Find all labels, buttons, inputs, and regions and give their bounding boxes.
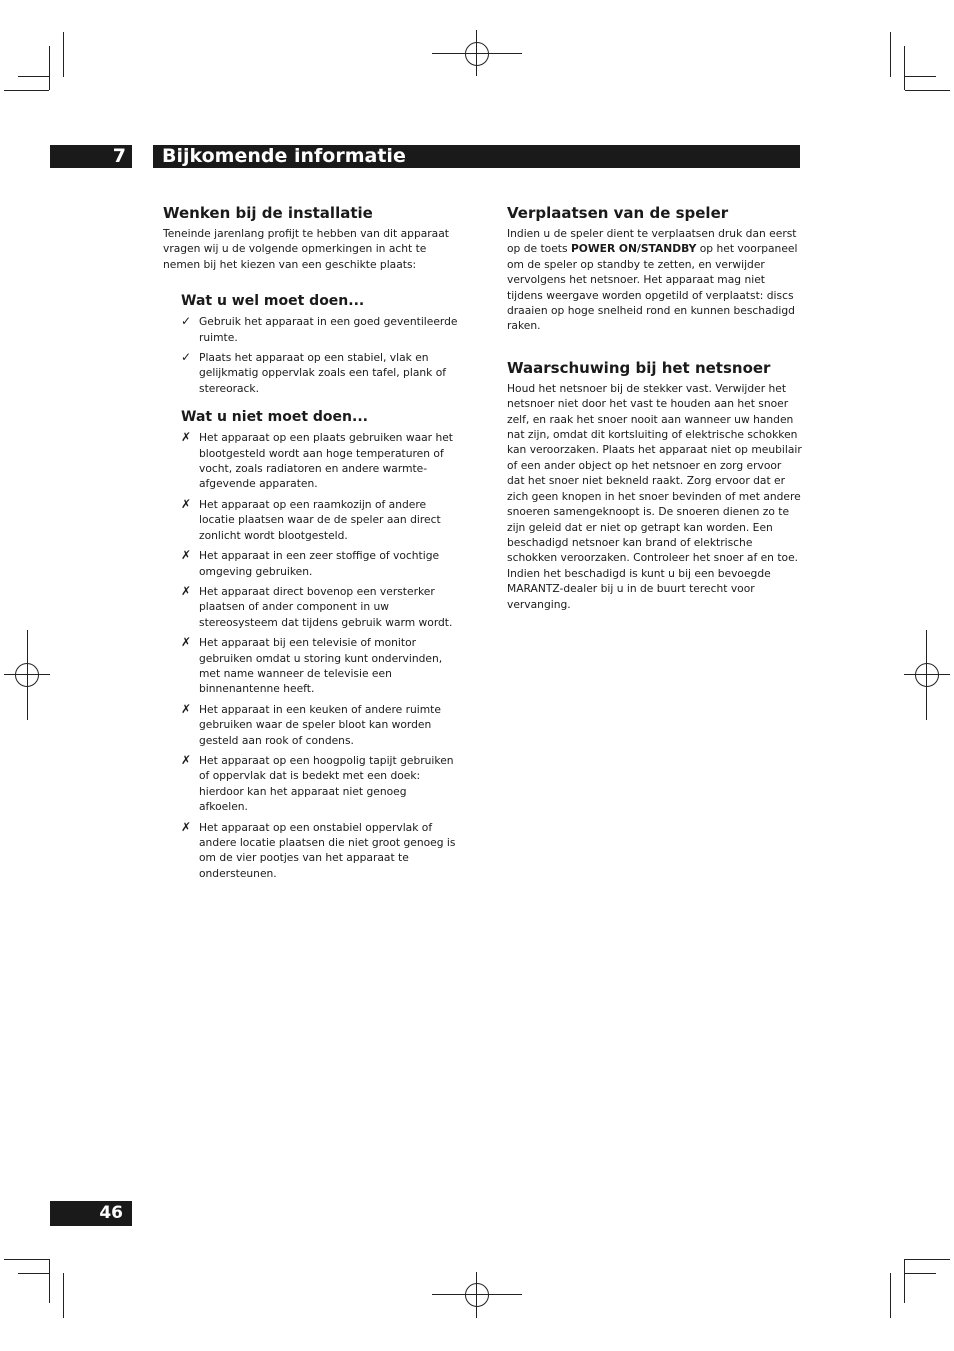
moving-text-after: op het voorpaneel om de speler op standby te zetten, en verwijder vervolgens het netsnoer. Het apparaat mag niet tijdens weergave worden opgetild of verplaatst: discs draaien op hoge snelheid rond en kunnen beschadigd raken. <box>507 242 798 333</box>
list-item <box>181 635 458 697</box>
list-item-text: Het apparaat op een onstabiel oppervlak of andere locatie plaatsen die niet groot genoeg is om de vier pootjes van het apparaat te ondersteunen. <box>199 820 456 880</box>
list-item-text: Het apparaat in een keuken of andere ruimte gebruiken waar de speler bloot kan worden gesteld aan rook of condens. <box>199 702 441 747</box>
chapter-title: Bijkomende informatie <box>153 145 800 168</box>
cross-icon: ✗ <box>181 548 192 563</box>
do-section <box>181 292 458 396</box>
list-item <box>181 350 458 396</box>
moving-heading: Verplaatsen van de speler <box>507 204 729 222</box>
list-item <box>181 497 458 543</box>
checkmark-icon: ✓ <box>181 314 192 329</box>
cord-heading: Waarschuwing bij het netsnoer <box>507 358 771 377</box>
do-list <box>181 314 458 396</box>
checkmark-icon: ✓ <box>181 350 192 365</box>
chapter-number: 7 <box>50 145 132 168</box>
moving-text-before: Indien u de speler dient te verplaatsen druk dan eerst op de toets <box>507 227 797 256</box>
power-button-name: POWER ON/STANDBY <box>570 242 697 256</box>
list-item-text: Het apparaat in een zeer stoffige of vochtige omgeving gebruiken. <box>199 549 440 578</box>
cross-icon: ✗ <box>181 430 192 445</box>
cross-icon: ✗ <box>181 635 192 650</box>
dont-list <box>181 430 458 881</box>
list-item <box>181 702 458 748</box>
list-item-text: Het apparaat op een plaats gebruiken waar het blootgesteld wordt aan hoge temperaturen of vocht, zoals radiatoren en andere warmte-afgevende apparaten. <box>199 431 453 491</box>
do-heading: Wat u wel moet doen... <box>181 293 365 310</box>
cross-icon: ✗ <box>181 496 192 511</box>
cross-icon: ✗ <box>181 752 192 767</box>
list-item <box>181 548 458 579</box>
cross-icon: ✗ <box>181 819 192 834</box>
list-item <box>181 753 458 815</box>
list-item-text: Het apparaat op een raamkozijn of andere locatie plaatsen waar de de speler aan direct zonlicht wordt blootgesteld. <box>199 497 441 542</box>
installation-heading: Wenken bij de installatie <box>163 204 373 222</box>
moving-text <box>507 226 802 334</box>
list-item <box>181 314 458 345</box>
page-number: 46 <box>50 1201 132 1226</box>
cord-text: Houd het netsnoer bij de stekker vast. Verwijder het netsnoer niet door het vast te houden aan het snoer zelf, en raak het snoer nooit aan wanneer uw handen nat zijn, omdat dit kortsluiting of elektrische schokken kan veroorzaken. Plaats het apparaat niet op meubilair of een ander object op het netsnoer en zorg ervoor dat het snoer niet bekneld raakt. Zorg ervoor dat er zich geen knopen in het snoer bevinden of met andere snoeren samengeknoopt is. De snoeren dienen zo te zijn geleid dat er niet op getrapt kan worden. Een beschadigd netsnoer kan brand of elektrische schokken veroorzaken. Controleer het snoer af en toe. Indien het beschadigd is kunt u bij een bevoegde MARANTZ-dealer bij u in de buurt terecht voor vervanging. <box>507 381 802 611</box>
dont-section <box>181 408 458 881</box>
cross-icon: ✗ <box>181 583 192 598</box>
list-item <box>181 584 458 630</box>
installation-intro: Teneinde jarenlang profijt te hebben van dit apparaat vragen wij u de volgende opmerkingen in acht te nemen bij het kiezen van een geschikte plaats: <box>163 227 449 271</box>
dont-heading: Wat u niet moet doen... <box>181 409 368 426</box>
right-column <box>507 203 802 612</box>
list-item-text: Het apparaat direct bovenop een versterker plaatsen of ander component in uw stereosysteem dat tijdens gebruik warm wordt. <box>199 584 453 629</box>
left-column <box>163 203 458 886</box>
list-item <box>181 820 458 882</box>
list-item-text: Het apparaat bij een televisie of monitor gebruiken omdat u storing kunt ondervinden, met name wanneer de televisie een binnenantenne heeft. <box>199 636 443 696</box>
list-item-text: Gebruik het apparaat in een goed geventileerde ruimte. <box>199 315 458 344</box>
cross-icon: ✗ <box>181 701 192 716</box>
list-item <box>181 430 458 492</box>
list-item-text: Het apparaat op een hoogpolig tapijt gebruiken of oppervlak dat is bedekt met een doek: hierdoor kan het apparaat niet genoeg afkoelen. <box>199 753 454 814</box>
list-item-text: Plaats het apparaat op een stabiel, vlak en gelijkmatig oppervlak zoals een tafel, plank of stereorack. <box>199 351 447 395</box>
